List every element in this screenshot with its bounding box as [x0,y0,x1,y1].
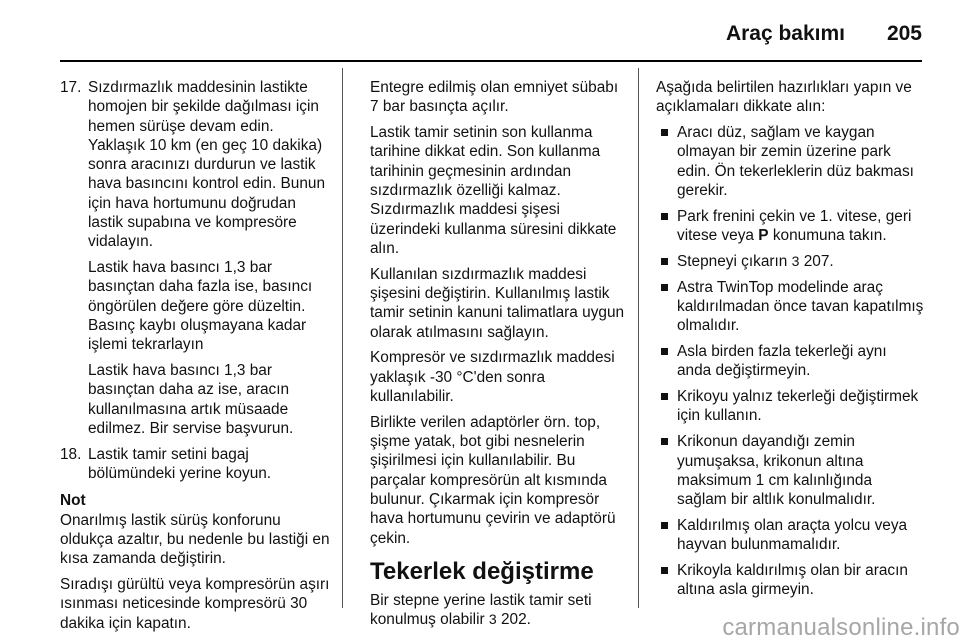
watermark: carmanualsonline.info [722,614,960,641]
paragraph-safety-valve: Entegre edilmiş olan emniyet sübabı 7 bar basınçta açılır. [370,79,619,116]
note-title: Not [60,492,86,510]
column-divider-2 [638,68,639,608]
bullet-square-icon [661,258,668,265]
column-3 [656,78,924,606]
list-item: Kaldırılmış olan araçta yolcu veya hayvan bulunmamalıdır. [656,516,924,555]
chapter-title: Araç bakımı [725,22,845,45]
preparation-list [656,123,924,600]
bullet-square-icon [661,438,668,445]
step-18-paragraph-1: Lastik tamir setini bagaj bölümündeki yerine koyun. [88,445,272,483]
note-paragraph-1: Onarılmış lastik sürüş konforunu oldukça azaltır, bu nedenle bu lastiği en kısa zamanda değiştirin. [60,511,330,568]
step-17-paragraph-1: Sızdırmazlık maddesinin lastikte homojen bir şekilde dağılması için hemen sürüşe devam edin. Yaklaşık 10 km (en geç 10 dakika) sonra aracınızı durdurun ve lastik hava basıncını kontrol edin. Bunun için hava hortumunu doğrudan lastik supabına ve kompresöre vidalayın. [88,79,326,251]
list-item: Asla birden fazla tekerleği aynı anda değiştirmeyin. [656,342,924,381]
gear-position-p: P [758,227,769,245]
step-17 [60,78,332,438]
bullet-square-icon [661,284,668,291]
paragraph-expiry: Lastik tamir setinin son kullanma tarihine dikkat edin. Son kullanma tarihinin geçmesinin ardından sızdırmazlık özelliği kalmaz. Sızdırmazlık maddesi şişesi üzerindeki kullanma süresini dikkate alın. [370,124,617,257]
step-17-paragraph-2: Lastik hava basıncı 1,3 bar basınçtan daha fazla ise, basıncı öngörülen değere göre düzeltin. Basınç kaybı oluşmayana kadar işlemi tekrarlayın [88,259,313,354]
bullet-square-icon [661,567,668,574]
list-item: Krikoyu yalnız tekerleği değiştirmek için kullanın. [656,387,924,426]
preparation-intro: Aşağıda belirtilen hazırlıkları yapın ve açıklamaları dikkate alın: [656,79,912,116]
section-title: Tekerlek değiştirme [370,557,594,585]
bullet-square-icon [661,393,668,400]
bullet-square-icon [661,129,668,136]
column-2 [370,78,626,636]
step-18 [60,445,332,484]
step-number: 18. [60,445,82,463]
list-item: Astra TwinTop modelinde araç kaldırılmadan önce tavan kapatılmış olmalıdır. [656,278,924,336]
bullet-square-icon [661,522,668,529]
page-reference-icon: 3 [488,611,497,628]
column-1 [60,78,332,640]
page-reference-icon: 3 [791,252,800,269]
list-item: Stepneyi çıkarın 3 207. [656,252,924,271]
page-number: 205 [886,22,922,45]
bullet-square-icon [661,348,668,355]
page-header [0,0,960,64]
step-number: 17. [60,79,82,96]
step-17-paragraph-3: Lastik hava basıncı 1,3 bar basınçtan daha az ise, aracın kullanılmasına artık müsaade edilmez. Bir servise başvurun. [88,362,294,438]
paragraph-temperature: Kompresör ve sızdırmazlık maddesi yaklaşık -30 °C'den sonra kullanılabilir. [370,349,615,405]
list-item: Park frenini çekin ve 1. vitese, geri vitese veya P konumuna takın. [656,207,924,246]
note-paragraph-2: Sıradışı gürültü veya kompresörün aşırı ısınması neticesinde kompresörü 30 dakika için kapatın. [60,576,330,632]
header-rule [60,60,922,62]
page-reference-link[interactable]: 202. [501,611,531,629]
bullet-square-icon [661,213,668,220]
paragraph-replace-bottle: Kullanılan sızdırmazlık maddesi şişesini değiştirin. Kullanılmış lastik tamir setinin kanuni talimatlara uygun olarak atılmasını sağlayın. [370,265,625,341]
section-intro-text: Bir stepne yerine lastik tamir seti konulmuş olabilir [370,591,592,629]
list-item: Aracı düz, sağlam ve kaygan olmayan bir zemin üzerine park edin. Ön tekerleklerin düz bakması gerekir. [656,123,924,200]
column-divider-1 [342,68,343,608]
page-reference-link[interactable]: 207. [803,252,834,270]
section-intro [370,591,626,630]
paragraph-adapters: Birlikte verilen adaptörler örn. top, şişme yatak, bot gibi nesnelerin şişirilmesi için kullanılabilir. Bu parçalar kompresörün alt kısmında bulunur. Çıkarmak için kompresör hava hortumunu çevirin ve adaptörü çekin. [370,413,616,547]
list-item: Krikoyla kaldırılmış olan bir aracın altına asla girmeyin. [656,561,924,600]
list-item: Krikonun dayandığı zemin yumuşaksa, krikonun altına maksimum 1 cm kalınlığında sağlam bir altlık konulmalıdır. [656,432,924,509]
